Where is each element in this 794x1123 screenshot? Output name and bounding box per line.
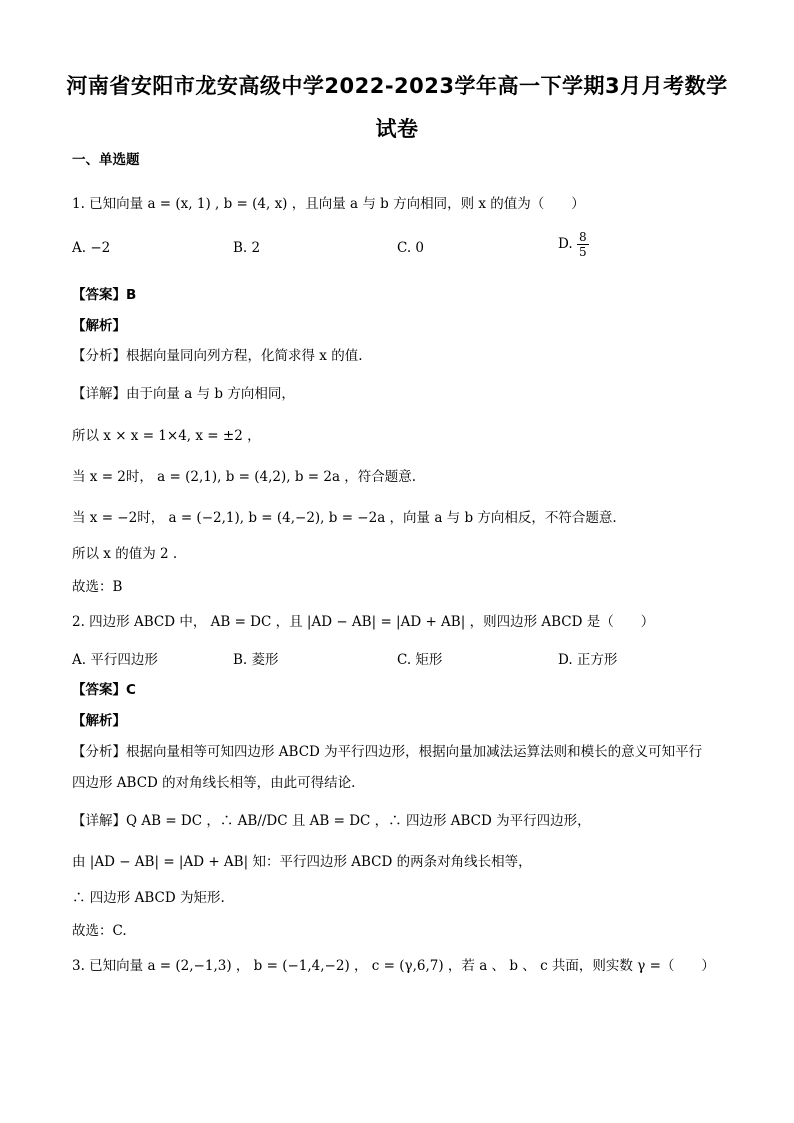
fraction-denominator: 5 <box>578 245 587 259</box>
q1-choice: 故选：B <box>72 579 123 595</box>
q2-detail-line-3: ∴ 四边形 ABCD 为矩形. <box>72 890 225 906</box>
q1-answer: 【答案】B <box>72 287 137 303</box>
q1-stem: 1. 已知向量 a = (x, 1) , b = (4, x) ，且向量 a 与 b 方向相同，则 x 的值为（ ） <box>72 196 585 212</box>
doc-title-line2: 试卷 <box>375 117 419 141</box>
q1-option-d-fraction <box>577 230 589 259</box>
q2-choice: 故选：C. <box>72 923 127 939</box>
q1-option-b: B. 2 <box>233 240 261 256</box>
q2-detail-line-1: 【详解】Q AB = DC ，∴ AB//DC 且 AB = DC ，∴ 四边形 ABCD 为平行四边形， <box>72 813 591 829</box>
q1-option-d-label: D. <box>558 236 573 252</box>
q2-analysis-tag: 【解析】 <box>72 713 126 729</box>
q2-detail-line-2: 由 |AD − AB| = |AD + AB| 知：平行四边形 ABCD 的两条对角线长相等， <box>72 854 532 870</box>
q2-option-a: A. 平行四边形 <box>72 652 158 668</box>
q1-step-4: 所以 x 的值为 2 . <box>72 546 178 562</box>
q2-answer: 【答案】C <box>72 682 136 698</box>
doc-title-line1: 河南省安阳市龙安高级中学2022-2023学年高一下学期3月月考数学 <box>66 74 728 98</box>
q1-step-2: 当 x = 2时， a = (2,1), b = (4,2), b = 2a ，符合题意. <box>72 469 417 485</box>
q2-analysis-line-1: 【分析】根据向量相等可知四边形 ABCD 为平行四边形，根据向量加减法运算法则和模长的意义可知平行 <box>72 744 703 760</box>
q2-option-d: D. 正方形 <box>558 652 618 668</box>
q1-step-3: 当 x = −2时， a = (−2,1), b = (4,−2), b = −2a ，向量 a 与 b 方向相反，不符合题意. <box>72 510 617 526</box>
q3-stem: 3. 已知向量 a = (2,−1,3) ， b = (−1,4,−2) ， c = (γ,6,7) ，若 a 、 b 、 c 共面，则实数 γ =（ ） <box>72 958 715 974</box>
q1-analysis-tag: 【解析】 <box>72 318 126 334</box>
q2-analysis-line-2: 四边形 ABCD 的对角线长相等，由此可得结论. <box>72 775 356 791</box>
q1-step-1: 所以 x × x = 1×4, x = ±2 ， <box>72 428 261 444</box>
q1-analysis-summary: 【分析】根据向量同向列方程，化简求得 x 的值. <box>72 348 363 364</box>
q1-detail: 【详解】由于向量 a 与 b 方向相同， <box>72 386 295 402</box>
q2-option-c: C. 矩形 <box>397 652 443 668</box>
q1-option-d <box>558 230 589 259</box>
q1-option-c: C. 0 <box>397 240 425 256</box>
q2-option-b: B. 菱形 <box>233 652 279 668</box>
q1-option-a: A. −2 <box>72 240 111 256</box>
fraction-numerator: 8 <box>578 230 587 244</box>
q2-stem: 2. 四边形 ABCD 中， AB = DC ，且 |AD − AB| = |AD + AB| ，则四边形 ABCD 是（ ） <box>72 614 655 630</box>
section-heading: 一、单选题 <box>72 152 140 168</box>
